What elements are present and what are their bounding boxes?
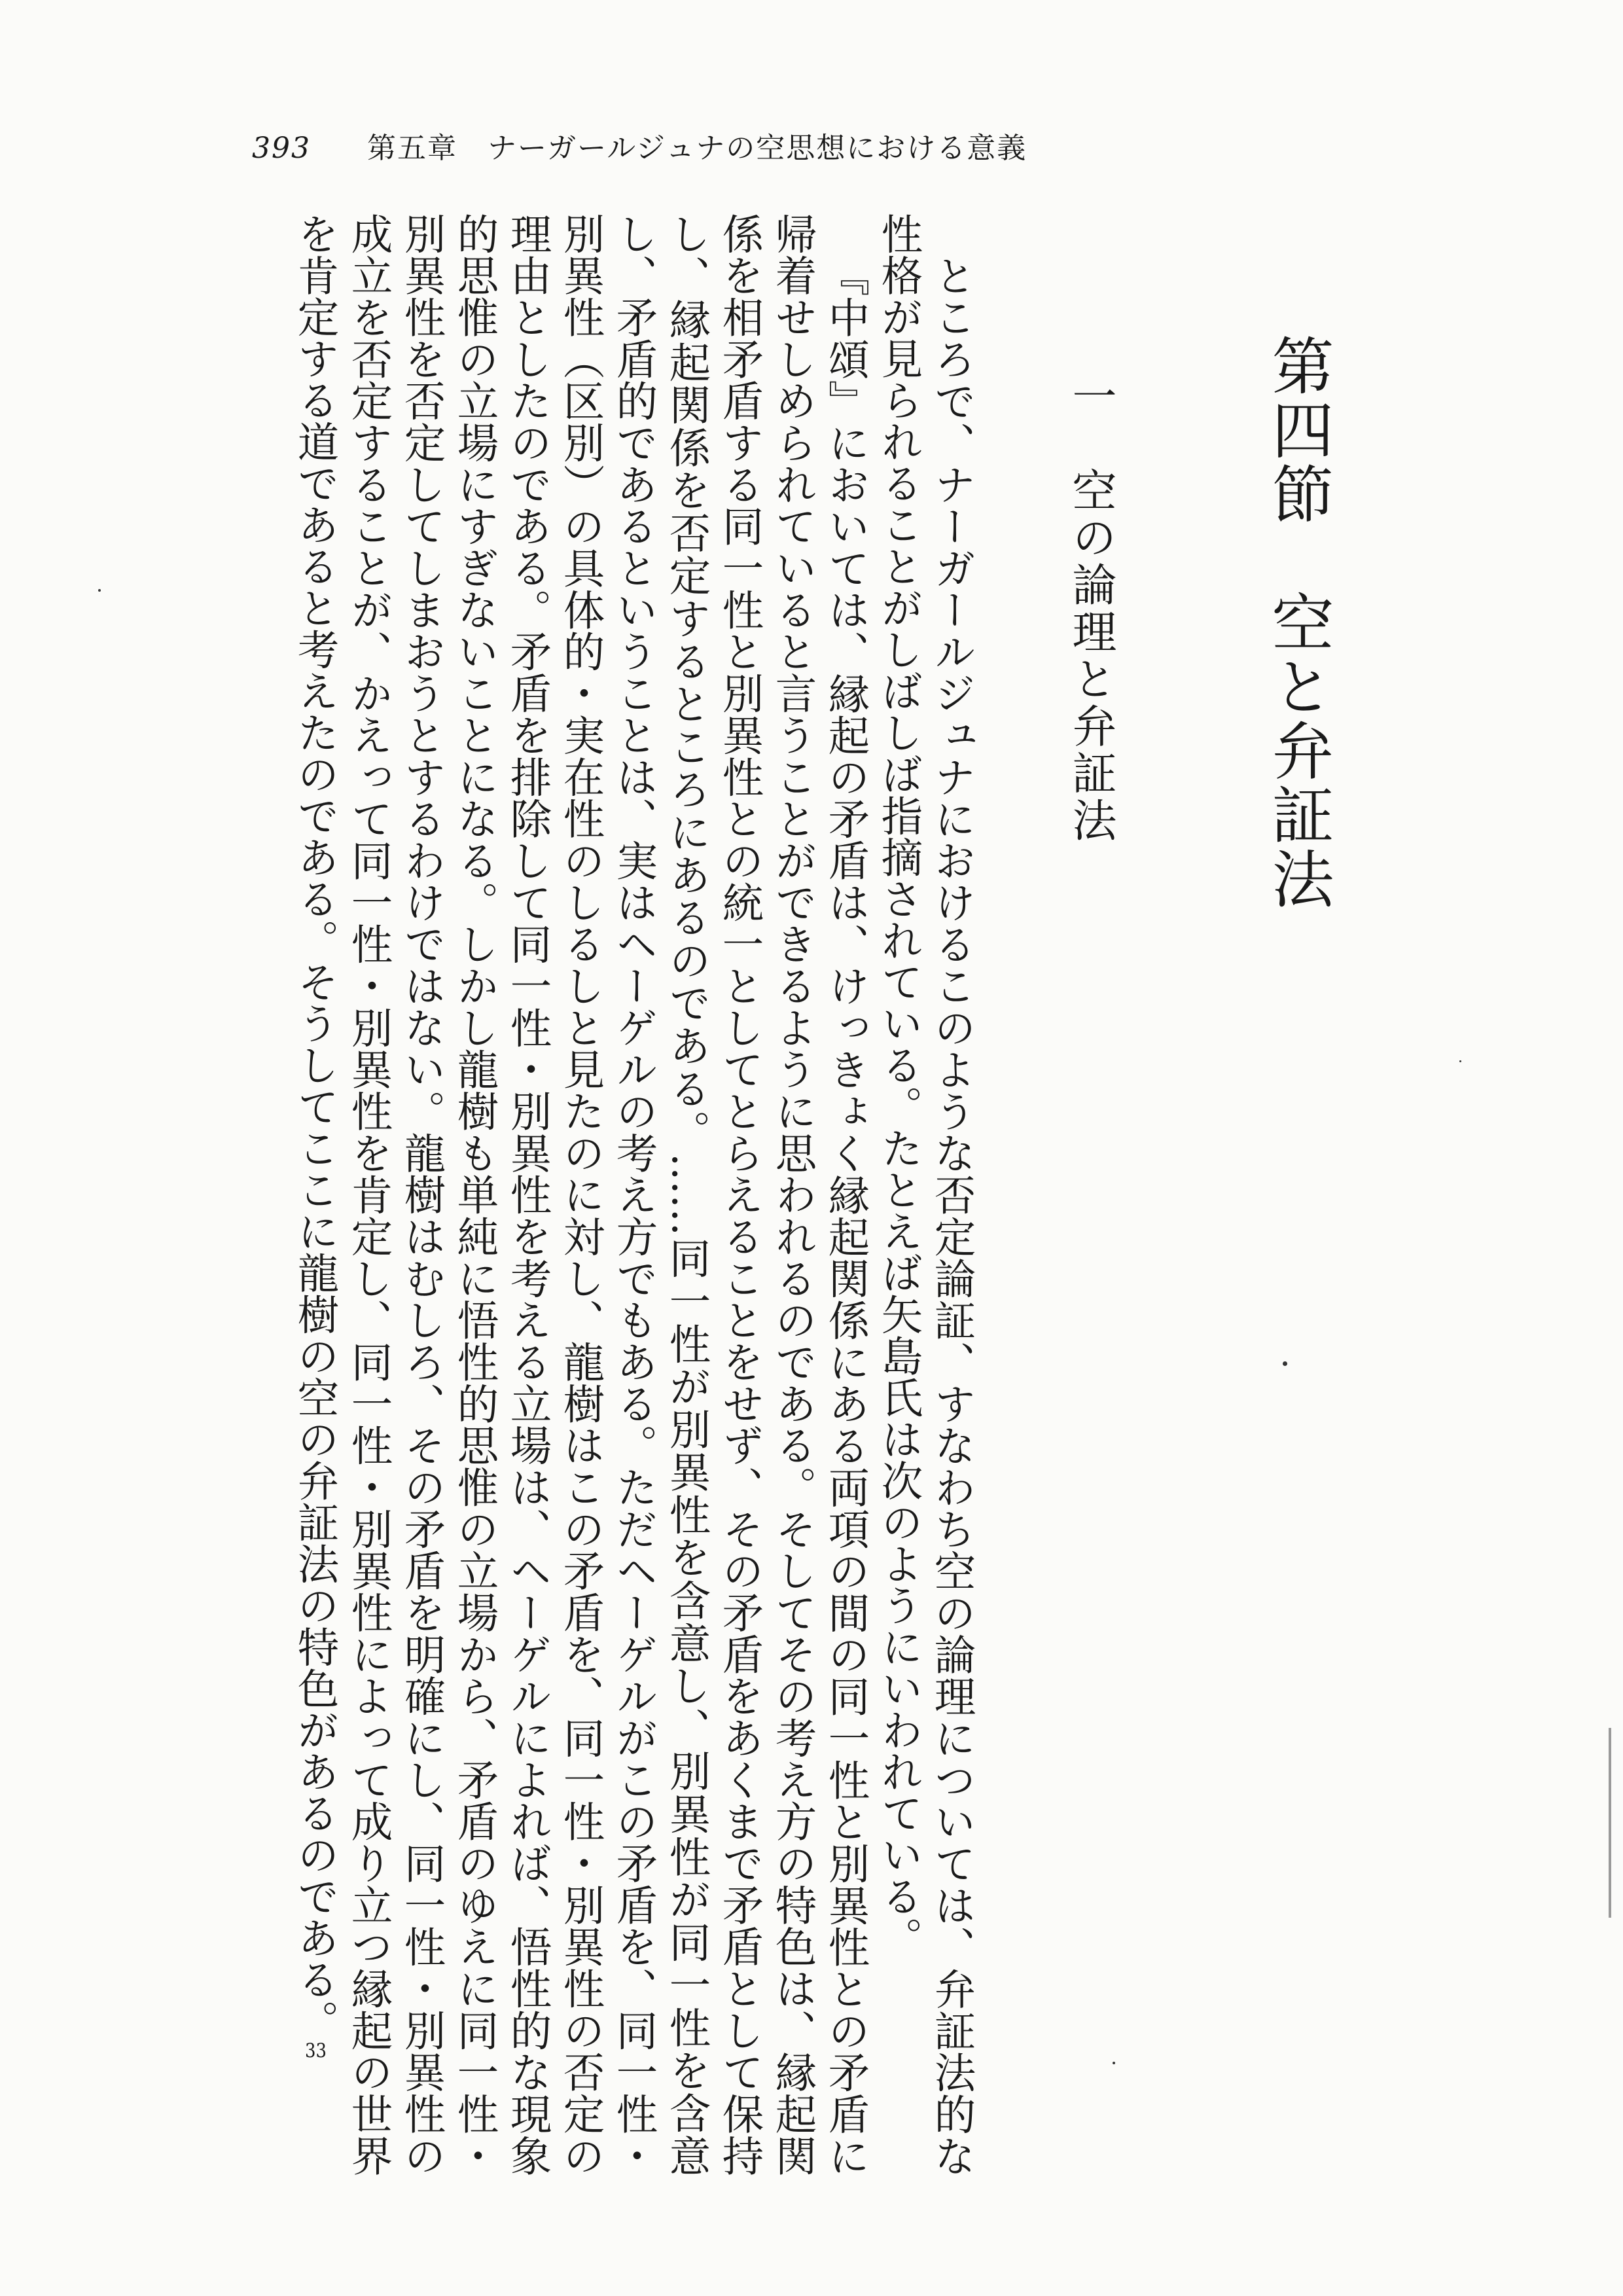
chapter-title: 第五章 ナーガールジュナの空思想における意義 bbox=[366, 132, 1027, 165]
scan-speck bbox=[1459, 1060, 1461, 1062]
paragraph-text: ところで、ナーガールジュナにおけるこのような否定論証、すなわち空の論理については、弁証法的な性格が見られ bbox=[875, 213, 976, 2177]
section-title: 第四節 空と弁証法 bbox=[1262, 334, 1334, 911]
footnote-reference: 33 bbox=[305, 2041, 327, 2061]
scan-speck bbox=[1283, 1361, 1287, 1366]
quotation-text: 『中頌』においては、縁起の矛盾は、けっきょく縁起関係にある両項の間の同一性と別異性との矛盾に帰着せしめられていると言うことができるように思われるのである。そしてその考え方の特色は、縁起関係を相矛盾する同一性と別異性との統一としてとらえることをせず、その矛盾をあくまで矛盾として保持し、縁起関係を否定するところにあるのである。……同一性が別異性を含意し、別異性が同一性を含意し、矛盾的であるということは、実はヘーゲルの考え方でもある。ただヘーゲルがこの矛盾を、同一性・別異性（区別）の具体的・実在性のしるしと見たのに対し、龍樹はこの矛盾を、同一性・別異性の否定の理由としたのである。矛盾を排除して同一性・別異性を考える立場は、ヘーゲルによれば、悟性的な現象的思惟の立場にすぎないことになる。しかし龍樹も単純に悟性的思惟の立場から、矛盾のゆえに同一性・別異性を否定してしまおうとするわけではない。龍樹はむしろ、その矛盾を明確にし、同一性・別異性の成立を否定することが、かえって同一性・別異性を肯定し、同一性・別異性によって成り立つ縁起の世界を肯定する道であると考えたのである。そうしてここに龍樹の空の弁証法の特色があるのである。 bbox=[291, 213, 870, 2176]
scan-edge-mark bbox=[1609, 1728, 1611, 1918]
paragraph-text-cont: ることがしばしば指摘されている。たとえば矢島氏は次のようにいわれている。 bbox=[875, 462, 923, 1958]
subsection-title: 一 空の論理と弁証法 bbox=[1065, 373, 1116, 844]
body-text bbox=[289, 213, 978, 2176]
quotation-paragraph bbox=[289, 213, 872, 2176]
scan-speck bbox=[98, 589, 101, 592]
running-head bbox=[252, 124, 1027, 166]
paragraph-intro bbox=[872, 213, 978, 2176]
scan-speck bbox=[1113, 2062, 1115, 2064]
page-number: 393 bbox=[252, 132, 311, 165]
